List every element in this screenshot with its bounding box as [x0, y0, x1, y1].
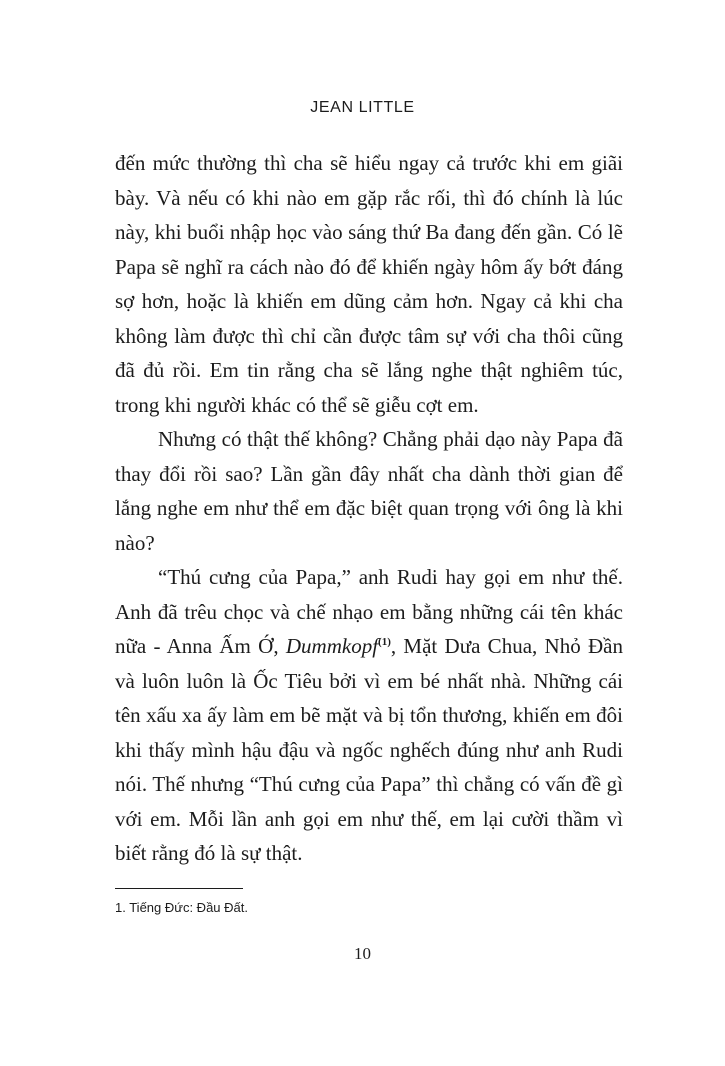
body-text	[115, 146, 623, 871]
footnote: 1. Tiếng Đức: Đầu Đất.	[115, 900, 248, 915]
footnote-reference[interactable]: (1)	[378, 636, 391, 648]
footnote-divider	[115, 888, 243, 889]
paragraph-3-part-1: “Thú cưng của Papa,” anh Rudi hay gọi em như thế. Anh đã trêu chọc và chế nhạo em bằng những cái tên khác nữa - Anna Ấm Ớ,	[115, 565, 623, 658]
paragraph-1: đến mức thường thì cha sẽ hiểu ngay cả trước khi em giãi bày. Và nếu có khi nào em gặp rắc rối, thì đó chính là lúc này, khi buổi nhập học vào sáng thứ Ba đang đến gần. Có lẽ Papa sẽ nghĩ ra cách nào đó để khiến ngày hôm ấy bớt đáng sợ hơn, hoặc là khiến em dũng cảm hơn. Ngay cả khi cha không làm được thì chỉ cần được tâm sự với cha thôi cũng đã đủ rồi. Em tin rằng cha sẽ lắng nghe thật nghiêm túc, trong khi người khác có thể sẽ giễu cợt em.	[115, 151, 623, 417]
italic-term: Dummkopf	[285, 634, 379, 658]
paragraph-3-part-2: , Mặt Dưa Chua, Nhỏ Đần và luôn luôn là Ốc Tiêu bởi vì em bé nhất nhà. Những cái tên xấu xa ấy làm em bẽ mặt và bị tổn thương, khiến em đôi khi thấy mình hậu đậu và ngốc nghếch đúng như anh Rudi nói. Thế nhưng “Thú cưng của Papa” thì chẳng có vấn đề gì với em. Mỗi lần anh gọi em như thế, em lại cười thầm vì biết rằng đó là sự thật.	[115, 634, 623, 865]
paragraph-2: Nhưng có thật thế không? Chẳng phải dạo này Papa đã thay đổi rồi sao? Lần gần đây nhất cha dành thời gian để lắng nghe em như thể em đặc biệt quan trọng với ông là khi nào?	[115, 427, 623, 555]
running-header: JEAN LITTLE	[310, 99, 415, 116]
paragraph-3	[115, 560, 623, 871]
page-number: 10	[354, 944, 371, 963]
